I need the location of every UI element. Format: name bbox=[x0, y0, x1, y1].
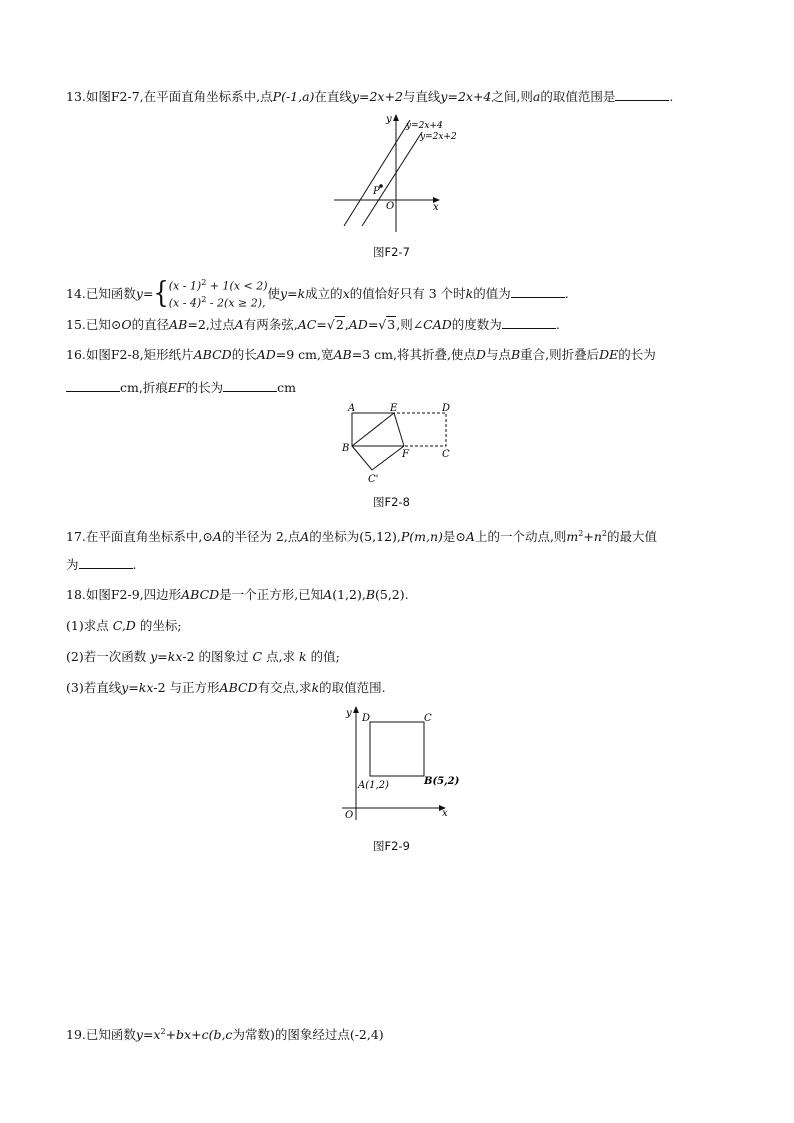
origin-label: O bbox=[345, 810, 354, 821]
crease-ef bbox=[394, 413, 404, 446]
q13-text: 13.如图F2-7,在平面直角坐标系中,点P(-1,a)在直线y=2x+2与直线y=2x+4之间,则a的取值范围是 . bbox=[66, 89, 674, 104]
q15-text: 15.已知⊙O的直径AB=2,过点A有两条弦,AC=√2,AD=√3,则∠CAD的度数为 . bbox=[66, 317, 560, 332]
sqrt-2: √2 bbox=[326, 317, 344, 332]
caption-f2-8: 图F2-8 bbox=[373, 495, 410, 509]
q19-text: 19.已知函数$y=x^2+bx+c(b,c$为常数)的图象经过点(-2,4) bbox=[66, 1027, 384, 1043]
label-e: E bbox=[390, 403, 398, 414]
axis-x-label: x bbox=[433, 202, 439, 213]
brace-symbol: { bbox=[153, 275, 169, 310]
q18-text: 18.如图F2-9,四边形ABCD是一个正方形,已知A(1,2),B(5,2). bbox=[66, 587, 409, 602]
q18-sub1: (1)求点 C,D 的坐标; bbox=[66, 618, 182, 633]
axis-y-label: y bbox=[346, 708, 352, 719]
folded-part bbox=[352, 413, 404, 446]
label-c-prime: C' bbox=[368, 474, 379, 485]
axis-y-label: y bbox=[386, 114, 392, 125]
segment-be bbox=[352, 413, 394, 446]
q18-sub2: (2)若一次函数 y=kx-2 的图象过 C 点,求 k 的值; bbox=[66, 649, 340, 664]
piecewise-definition: (x - 1)$^2$ + 1(x < 2) (x - 4)$^2$ - 2(x ≥ 2), bbox=[168, 278, 268, 310]
caption-f2-9: 图F2-9 bbox=[373, 839, 410, 853]
point-p-label: P bbox=[373, 186, 380, 197]
axis-x-label: x bbox=[442, 808, 448, 819]
q16-text-line1: 16.如图F2-8,矩形纸片ABCD的长AD=9 cm,宽AB=3 cm,将其折叠,使点D与点B重合,则折叠后DE的长为 bbox=[66, 347, 656, 362]
label-y-2x-4: y=2x+4 bbox=[406, 121, 443, 131]
y-axis-arrow bbox=[353, 706, 359, 713]
label-a: A bbox=[348, 403, 356, 414]
sqrt-3: √3 bbox=[378, 317, 396, 332]
origin-label: O bbox=[386, 201, 395, 212]
label-d: D bbox=[442, 403, 451, 414]
q18-sub3: (3)若直线y=kx-2 与正方形ABCD有交点,求k的取值范围. bbox=[66, 680, 386, 695]
q16-text-line2: cm,折痕EF的长为 cm bbox=[66, 379, 296, 396]
answer-blank[interactable] bbox=[511, 285, 565, 298]
label-f: F bbox=[402, 449, 409, 460]
label-b: B(5,2) bbox=[424, 776, 460, 787]
answer-blank[interactable] bbox=[615, 88, 669, 101]
answer-blank[interactable] bbox=[79, 556, 133, 569]
figure-f2-9 bbox=[338, 702, 462, 826]
label-a: A(1,2) bbox=[358, 780, 389, 791]
point-p bbox=[379, 184, 383, 188]
q14-text: 14.已知函数y={ (x - 1)$^2$ + 1(x < 2) (x - 4)$^2$ - 2(x ≥ 2), 使y=k成立的x的值恰好只有 3 个时k的值为 . bbox=[66, 275, 569, 310]
line-y-2x-4 bbox=[344, 120, 410, 226]
figure-f2-7 bbox=[330, 112, 457, 238]
answer-blank[interactable] bbox=[66, 379, 120, 392]
label-d: D bbox=[362, 713, 371, 724]
q17-text-line2: 为 . bbox=[66, 557, 137, 572]
label-c: C bbox=[442, 449, 450, 460]
square-abcd bbox=[370, 722, 424, 776]
answer-blank[interactable] bbox=[223, 379, 277, 392]
label-b: B bbox=[342, 443, 350, 454]
label-c: C bbox=[424, 713, 432, 724]
label-y-2x-2: y=2x+2 bbox=[420, 132, 457, 142]
caption-f2-7: 图F2-7 bbox=[373, 245, 410, 259]
q17-text-line1: 17.在平面直角坐标系中,⊙A的半径为 2,点A的坐标为(5,12),P(m,n)是⊙A上的一个动点,则$m^2+n^2$的最大值 bbox=[66, 529, 658, 545]
figure-f2-8 bbox=[338, 400, 464, 488]
folded-flap bbox=[352, 446, 404, 470]
y-axis-arrow bbox=[393, 114, 399, 121]
answer-blank[interactable] bbox=[502, 316, 556, 329]
